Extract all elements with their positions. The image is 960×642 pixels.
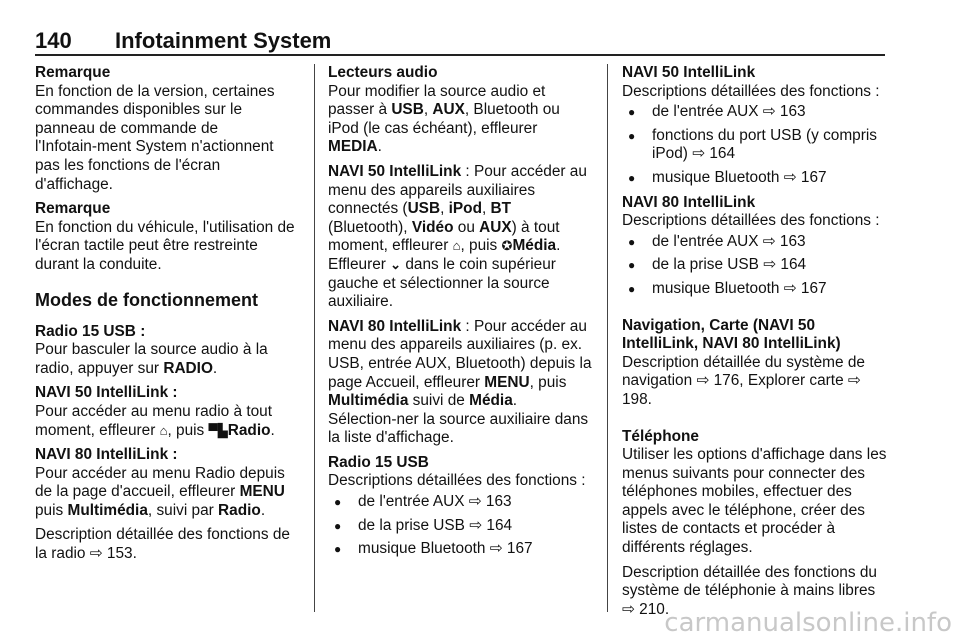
list-item: ● de l'entrée AUX ⇨ 163: [622, 103, 887, 122]
aux-key: AUX: [432, 101, 465, 119]
column-2: [328, 64, 593, 565]
telephone-title: Téléphone: [622, 427, 699, 445]
t: : Pour accéder au menu des appareils auxiliaires connectés (: [328, 162, 587, 218]
note-text: En fonction de la version, certaines commandes disponibles sur le panneau de commande de l'Infotain‑ment System n'actionnent pas les fonctions de l'écran d'affichage.: [35, 82, 275, 193]
list-item: ● de l'entrée AUX ⇨ 163: [328, 493, 593, 512]
t: ,: [481, 200, 491, 218]
lecteurs-block: [328, 64, 593, 157]
function-list: [328, 493, 593, 559]
modes-heading: Modes de fonctionnement: [35, 289, 259, 310]
multimedia-key: Multimédia: [67, 501, 148, 519]
list-item: ● fonctions du port USB (y compris iPod) ⇨ 164: [622, 127, 887, 164]
radio15-end: .: [212, 359, 218, 377]
navi50-title: NAVI 50 IntelliLink :: [35, 384, 178, 402]
navi80-t4: .: [260, 501, 266, 519]
video-key: Vidéo: [411, 218, 454, 236]
list-item: ● musique Bluetooth ⇨ 167: [328, 540, 593, 559]
navigation-title: Navigation, Carte (NAVI 50 IntelliLink, NAVI 80 IntelliLink): [622, 316, 841, 353]
navigation-block: [622, 317, 887, 410]
t: ,: [440, 200, 449, 218]
radio-key: RADIO: [163, 359, 213, 377]
radio-label: Radio: [227, 421, 271, 439]
navi50-text-part: Pour accéder au menu radio à tout moment, effleurer: [35, 402, 272, 439]
menu-key: MENU: [484, 373, 530, 391]
list-item: ● de l'entrée AUX ⇨ 163: [622, 233, 887, 252]
t: suivi de: [408, 392, 470, 410]
media-label: Média: [512, 237, 557, 255]
column-1: [35, 64, 300, 564]
menu-key: MENU: [239, 483, 285, 501]
navi80-t3: , suivi par: [147, 501, 219, 519]
t: dans le coin supérieur gauche et sélectionner la source auxiliaire.: [328, 255, 556, 311]
t: . Sélection‑ner la source auxiliaire dans la liste d'affichage.: [328, 392, 589, 447]
navi80-title: NAVI 80 IntelliLink: [622, 193, 756, 211]
radio-key: Radio: [218, 501, 261, 519]
radio15-text-part: Pour basculer la source audio à la radio, appuyer sur: [35, 341, 268, 377]
t: ) à tout moment, effleurer: [328, 218, 560, 255]
list-item: ● de la prise USB ⇨ 164: [328, 517, 593, 536]
t: .: [377, 138, 382, 156]
header-rule: [35, 54, 885, 56]
media-key: Média: [469, 392, 513, 410]
telephone-block: [622, 428, 887, 620]
t: , Bluetooth ou iPod (le cas échéant), effleurer: [328, 101, 560, 137]
t: ou: [453, 218, 480, 236]
radio15-title: Radio 15 USB: [328, 453, 429, 471]
navi50-end: .: [270, 421, 275, 439]
usb-key: USB: [391, 101, 424, 119]
navi50-text: [35, 403, 300, 440]
section-title: Infotainment System: [115, 28, 332, 53]
column-divider: [314, 64, 315, 612]
radio15-title: Radio 15 USB :: [35, 322, 146, 340]
list-item: ● musique Bluetooth ⇨ 167: [622, 280, 887, 299]
ipod-key: iPod: [448, 200, 482, 218]
radio15-block: [35, 323, 300, 379]
watermark: carmanualsonline.info: [664, 608, 952, 638]
navi80-title: NAVI 80 IntelliLink :: [35, 446, 178, 464]
radio15-functions: [328, 454, 593, 559]
t: . Effleurer: [328, 237, 561, 273]
home-icon: ⌂: [159, 422, 168, 438]
navi50-label: NAVI 50 IntelliLink: [328, 162, 462, 180]
radio-icon: ▀▙: [208, 422, 228, 438]
navi80-t1: Pour accéder au menu Radio depuis de la page d'accueil, effleurer: [35, 464, 285, 501]
note-version: [35, 64, 300, 194]
spacer: [622, 305, 887, 317]
navi50-media-block: [328, 163, 593, 312]
t: (Bluetooth),: [328, 218, 412, 236]
chevron-down-icon: ⌄: [390, 256, 402, 272]
usb-key: USB: [407, 200, 441, 218]
note-title: Remarque: [35, 200, 111, 218]
telephone-description: Description détaillée des fonctions du système de téléphonie à mains libres ⇨ 210.: [622, 563, 877, 618]
page-header: [35, 22, 885, 52]
media-key: MEDIA: [328, 138, 378, 156]
note-vehicle: [35, 200, 300, 274]
radio15-text: [35, 341, 300, 378]
navi50-mid: , puis: [167, 421, 209, 439]
navi80-block: [35, 446, 300, 520]
navigation-text: Description détaillée du système de navigation ⇨ 176, Explorer carte ⇨ 198.: [622, 353, 865, 408]
t: Pour modifier la source audio et passer à: [328, 82, 546, 119]
navi80-label: NAVI 80 IntelliLink: [328, 317, 462, 335]
telephone-text: Utiliser les options d'affichage dans les menus suivants pour connecter des téléphones mobiles, effectuer des appels avec le téléphone, créer des listes de contacts et procéder à différents réglages.: [622, 446, 887, 557]
navi50-title: NAVI 50 IntelliLink: [622, 64, 756, 81]
lecteurs-title: Lecteurs audio: [328, 64, 438, 81]
function-list: [622, 103, 887, 187]
functions-intro: Descriptions détaillées des fonctions :: [622, 82, 880, 100]
spacer: [622, 416, 887, 428]
media-icon: ✪: [501, 238, 513, 254]
functions-intro: Descriptions détaillées des fonctions :: [328, 472, 586, 490]
t: , puis: [460, 237, 502, 255]
list-item: ● de la prise USB ⇨ 164: [622, 256, 887, 275]
column-divider: [607, 64, 608, 612]
radio-description: Description détaillée des fonctions de la radio ⇨ 153.: [35, 526, 290, 563]
navi80-text: [35, 465, 300, 521]
page-number: 140: [35, 28, 72, 53]
function-list: [622, 233, 887, 299]
t: : Pour accéder au menu des appareils auxiliaires (p. ex. USB, entrée AUX, Bluetooth) depuis la page Accueil, effleurer: [328, 317, 592, 391]
list-item: ● musique Bluetooth ⇨ 167: [622, 169, 887, 188]
bt-key: BT: [490, 200, 512, 218]
t: ,: [423, 101, 433, 119]
lecteurs-text: [328, 83, 593, 157]
home-icon: ⌂: [452, 238, 461, 254]
aux-key: AUX: [479, 218, 512, 236]
note-title: Remarque: [35, 64, 111, 81]
column-3: [622, 64, 887, 625]
navi50-block: [35, 384, 300, 440]
navi80-functions: [622, 194, 887, 299]
navi80-t2: puis: [35, 501, 68, 519]
functions-intro: Descriptions détaillées des fonctions :: [622, 212, 880, 230]
t: , puis: [529, 373, 567, 391]
navi50-functions: [622, 64, 887, 188]
navi80-media-block: [328, 318, 593, 448]
note-text: En fonction du véhicule, l'utilisation de l'écran tactile peut être restreinte durant la conduite.: [35, 218, 295, 273]
multimedia-key: Multimédia: [328, 392, 409, 410]
